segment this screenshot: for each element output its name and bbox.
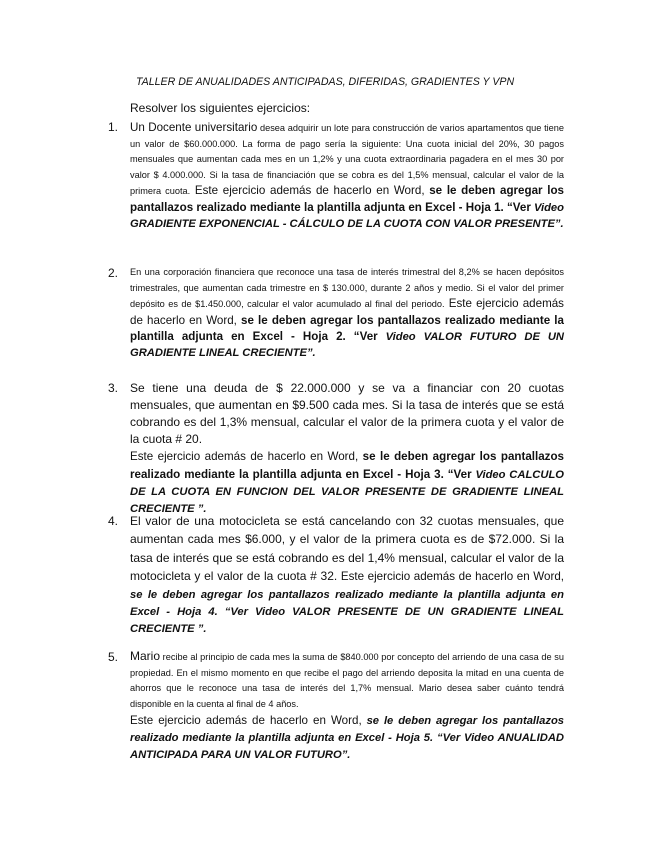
item-3-number: 3. [108,381,119,395]
exercise-5-italic: se le deben agregar los pantallazos realizado mediante la plantilla adjunta en Excel - Hoja 5. “Ver Video ANUALIDAD ANTICIPADA PARA UN VALOR FUTURO”. [130,715,565,762]
instructions: Resolver los siguientes ejercicios: [130,101,311,115]
exercise-5-body: recibe al principio de cada mes la suma de $840.000 por concepto del arriendo de una casa de su propiedad. En el mismo momento en que recibe el pago del arriendo deposita la mitad en una cuenta de ahorros que le reconoce una tasa de interés del 1,7% mensual. Mario desea saber cuánto tendrá disponible en la cuenta al final de 4 años. [130,652,564,709]
exercise-1-italic: Video GRADIENTE EXPONENCIAL - CÁLCULO DE LA CUOTA CON VALOR PRESENTE”. [130,201,564,230]
item-2-number: 2. [108,266,119,280]
document-title: TALLER DE ANUALIDADES ANTICIPADAS, DIFERIDAS, GRADIENTES Y VPN [136,76,515,88]
exercise-5-tail: Este ejercicio además de hacerlo en Word, [130,714,362,728]
exercise-4-italic: se le deben agregar los pantallazos realizado mediante la plantilla adjunta en Excel - Hoja 4. “Ver Video VALOR PRESENTE DE UN GRADIENTE LINEAL CRECIENTE ”. [130,588,564,636]
exercise-1-body: desea adquirir un lote para construcción de varios apartamentos que tiene un valor de $60.000.000. La forma de pago sería la siguiente: Una cuota inicial del 20%, 30 pagos mensuales que aumentan cada mes en un 1,2% y una cuota extraordinaria pagadera en el mes 30 por valor $ 4.000.000. Si la tasa de financiación que se cobra es del 1,5% mensual, calcular el valor de la primera cuota. [130,123,564,197]
exercise-5-lead: Mario [130,649,161,663]
exercise-3-body: Se tiene una deuda de $ 22.000.000 y se va a financiar con 20 cuotas mensuales, que aumentan en $9.500 cada mes. Si la tasa de interés que se está cobrando es del 1,3% mensual, calcular el valor de la primera cuota y el valor de la cuota # 20. [130,381,564,446]
exercise-2-tail: Este ejercicio además de hacerlo en Word, [130,297,564,327]
exercise-2-italic: Video VALOR FUTURO DE UN GRADIENTE LINEAL CRECIENTE”. [130,331,564,359]
exercise-5 [130,649,564,764]
exercise-3-italic: Video CALCULO DE LA CUOTA EN FUNCION DEL VALOR PRESENTE DE GRADIENTE LINEAL CRECIENTE ”. [130,469,564,515]
exercise-1-bold: se le deben agregar los pantallazos realizado mediante la plantilla adjunta en Excel - Hoja 1. “Ver [130,184,564,214]
item-5-number: 5. [108,650,119,664]
exercise-1-lead: Un Docente universitario [130,121,258,134]
item-4-number: 4. [108,514,119,528]
exercise-1 [130,120,564,232]
exercise-3-bold: se le deben agregar los pantallazos realizado mediante la plantilla adjunta en Excel - Hoja 3. “Ver [130,450,564,481]
exercise-2 [130,265,564,362]
exercise-2-bold: se le deben agregar los pantallazos realizado mediante la plantilla adjunta en Excel - Hoja 2. “Ver [130,313,564,344]
exercise-4-body: El valor de una motocicleta se está cancelando con 32 cuotas mensuales, que aumentan cada mes $6.000, y el valor de la primera cuota es de $72.000. Si la tasa de interés que se está cobrando es del 1,4% mensual, calcular el valor de la motocicleta y el valor de la cuota # 32. [130,514,564,584]
item-1-number: 1. [108,120,119,134]
exercise-4-tail: Este ejercicio además de hacerlo en Word, [337,570,564,584]
exercise-3-tail: Este ejercicio además de hacerlo en Word, [130,450,359,463]
exercise-2-body: En una corporación financiera que reconoce una tasa de interés trimestral del 8,2% se hacen depósitos trimestrales, que aumentan cada trimestre en $ 130.000, durante 2 años y medio. Si el valor del primer depósito es de $1.450.000, calcular el valor acumulado al final del periodo. [130,267,564,310]
exercise-3 [130,380,564,518]
exercise-4 [130,513,564,639]
exercise-1-tail: Este ejercicio además de hacerlo en Word, [190,184,425,198]
